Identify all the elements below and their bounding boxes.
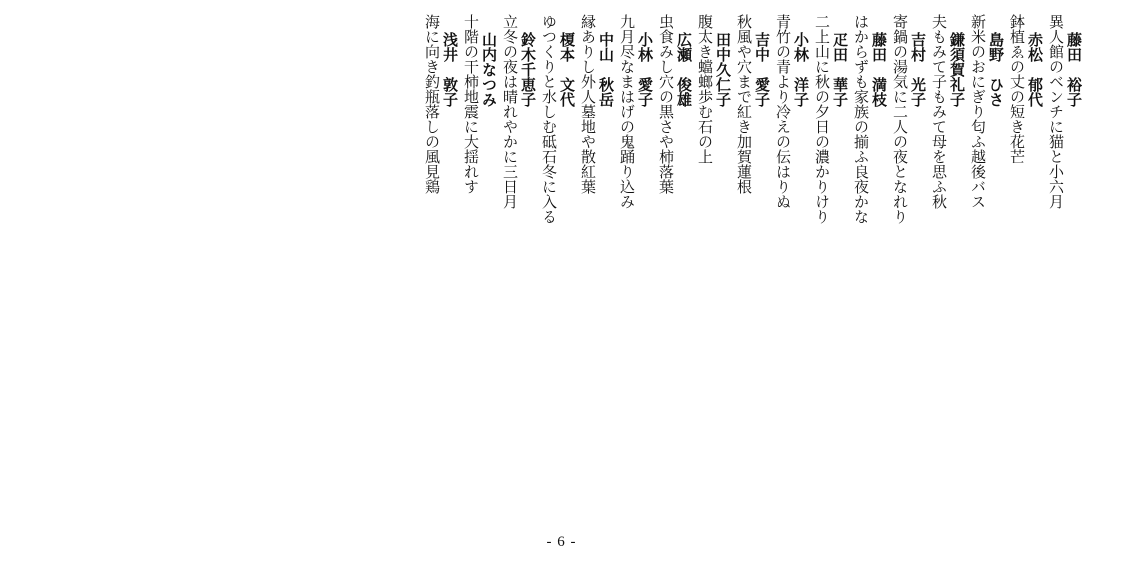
haiku-entry <box>540 14 576 314</box>
haiku-text: 青竹の青より冷えの伝はりぬ <box>774 14 792 209</box>
author-name: 疋田 華子 <box>831 32 849 107</box>
haiku-entry <box>657 14 693 314</box>
author-name: 山内なつみ <box>480 32 498 107</box>
haiku-entry <box>969 14 1005 314</box>
author-name: 鎌須賀礼子 <box>948 32 966 107</box>
author-name: 中山 秋岳 <box>597 32 615 107</box>
author-name: 広瀬 俊雄 <box>675 32 693 107</box>
haiku-entry <box>1008 14 1044 314</box>
haiku-text: 立冬の夜は晴れやかに三日月 <box>501 14 519 209</box>
haiku-text: 海に向き釣瓶落しの風見鶏 <box>423 14 441 194</box>
haiku-entry <box>618 14 654 314</box>
haiku-text: 十階の干柿地震に大揺れす <box>462 14 480 194</box>
author-name: 吉村 光子 <box>909 32 927 107</box>
haiku-entry <box>423 14 459 314</box>
haiku-text: 夫もみて子もみて母を思ふ秋 <box>930 14 948 209</box>
author-name: 吉中 愛子 <box>753 32 771 107</box>
author-name: 赤松 郁代 <box>1026 32 1044 107</box>
author-name: 鈴木千恵子 <box>519 32 537 107</box>
haiku-entry <box>774 14 810 314</box>
haiku-text: はからずも家族の揃ふ良夜かな <box>852 14 870 224</box>
haiku-entry <box>1047 14 1083 314</box>
page-number: - 6 - <box>546 534 577 550</box>
author-name: 榎本 文代 <box>558 32 576 107</box>
haiku-text: 寄鍋の湯気に二人の夜となれり <box>891 14 909 224</box>
haiku-entry <box>696 14 732 314</box>
haiku-entry <box>930 14 966 314</box>
haiku-text: 秋風や穴まで紅き加賀蓮根 <box>735 14 753 194</box>
haiku-entry <box>852 14 888 314</box>
haiku-entry <box>813 14 849 314</box>
author-name: 田中久仁子 <box>714 32 732 107</box>
haiku-entry <box>891 14 927 314</box>
author-name: 藤田 裕子 <box>1065 32 1083 107</box>
haiku-text: 腹太き蟷螂歩む石の上 <box>696 14 714 164</box>
author-name: 小林 洋子 <box>792 32 810 107</box>
haiku-columns <box>423 14 1083 314</box>
author-name: 島野 ひさ <box>987 32 1005 107</box>
haiku-text: 虫食みし穴の黒さや柿落葉 <box>657 14 675 194</box>
haiku-text: 新米のおにぎり匂ふ越後バス <box>969 14 987 209</box>
haiku-entry <box>462 14 498 314</box>
haiku-entry <box>735 14 771 314</box>
haiku-text: ゆつくりと水しむ砥石冬に入る <box>540 14 558 224</box>
haiku-entry <box>579 14 615 314</box>
author-name: 小林 愛子 <box>636 32 654 107</box>
haiku-text: 鉢植ゑの丈の短き花芒 <box>1008 14 1026 164</box>
author-name: 浅井 敦子 <box>441 32 459 107</box>
haiku-text: 二上山に秋の夕日の濃かりけり <box>813 14 831 224</box>
haiku-text: 縁ありし外人墓地や散紅葉 <box>579 14 597 194</box>
haiku-text: 九月尽なまはげの鬼踊り込み <box>618 14 636 209</box>
haiku-text: 異人館のベンチに猫と小六月 <box>1047 14 1065 209</box>
haiku-entry <box>501 14 537 314</box>
author-name: 藤田 満枝 <box>870 32 888 107</box>
